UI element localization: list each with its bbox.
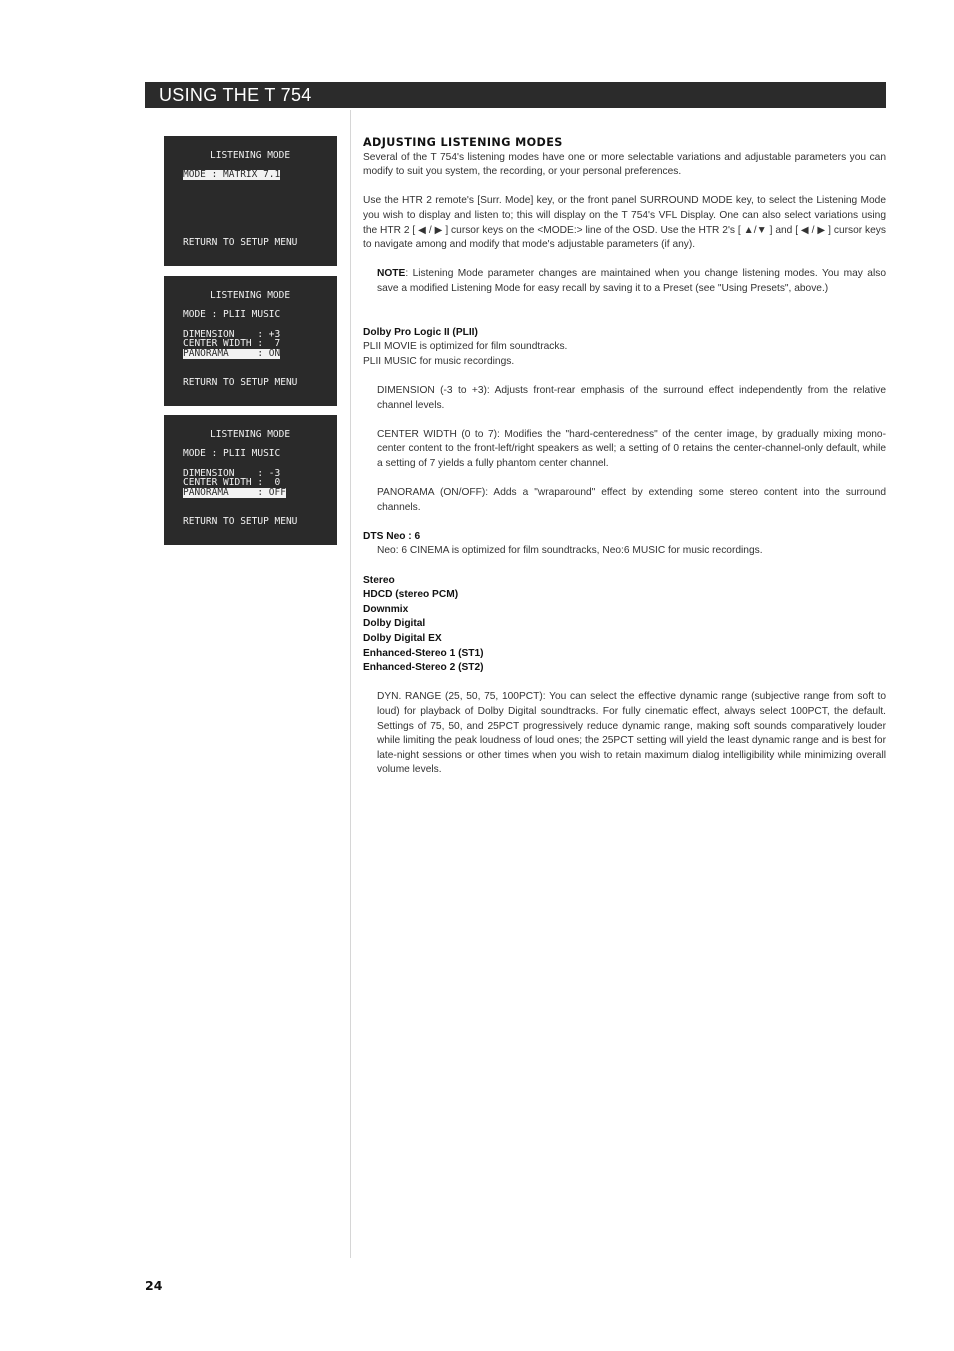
- mode-list-item: Enhanced-Stereo 2 (ST2): [363, 662, 484, 674]
- dyn-range-paragraph: DYN. RANGE (25, 50, 75, 100PCT): You can select the effective dynamic range (subjective range from soft to loud) for playback of Dolby Digital soundtracks. For fully cinematic effect, always select 100PCT, the default. Settings of 75, 50, and 25PCT progressively reduce dynamic range, making soft sounds comparatively louder while limiting the peak loudness of loud ones; the 25PCT setting will yield the least dynamic range and is best for late-night sessions or other times when you wish to retain maximum dialog intelligibility while minimizing overall volume levels.: [377, 691, 886, 776]
- osd-screen-plii-off: [164, 415, 337, 545]
- osd-screen-plii-on: [164, 276, 337, 406]
- osd-footer: RETURN TO SETUP MENU: [183, 237, 298, 248]
- mode-list-item: Enhanced-Stereo 1 (ST1): [363, 647, 484, 659]
- page-number: 24: [145, 1278, 163, 1293]
- osd-param-panorama: PANORAMA : ON: [183, 348, 281, 359]
- osd-param-center-width: CENTER WIDTH : 0: [183, 477, 281, 488]
- column-divider: [350, 110, 351, 1258]
- osd-mode-line: MODE : PLII MUSIC: [183, 309, 281, 320]
- osd-title: LISTENING MODE: [210, 290, 291, 301]
- osd-mode-line: MODE : PLII MUSIC: [183, 448, 281, 459]
- osd-param-dimension: DIMENSION : +3: [183, 329, 281, 340]
- plii-music-text: PLII MUSIC for music recordings.: [363, 355, 515, 367]
- mode-list-item: Downmix: [363, 603, 409, 615]
- plii-movie-text: PLII MOVIE is optimized for film soundtracks.: [363, 341, 568, 353]
- osd-param-center-width: CENTER WIDTH : 7: [183, 338, 281, 349]
- osd-mode-line: MODE : MATRIX 7.1: [183, 169, 281, 180]
- mode-list-item: Dolby Digital EX: [363, 633, 442, 644]
- osd-param-panorama: PANORAMA : OFF: [183, 487, 286, 498]
- main-content: [363, 136, 886, 778]
- section-heading: ADJUSTING LISTENING MODES: [363, 136, 563, 149]
- plii-heading: Dolby Pro Logic II (PLII): [363, 326, 478, 338]
- dimension-paragraph: DIMENSION (-3 to +3): Adjusts front-rear emphasis of the surround effect independently from the relative channel levels.: [377, 384, 886, 411]
- mode-list-item: Dolby Digital: [363, 618, 426, 630]
- dts-heading: DTS Neo : 6: [363, 530, 421, 542]
- section-title: USING THE T 754: [159, 85, 312, 105]
- mode-list-item: Stereo: [363, 574, 395, 586]
- usage-paragraph: Use the HTR 2 remote's [Surr. Mode] key, or the front panel SURROUND MODE key, to select the Listening Mode you wish to display and listen to; this will display on the T 754's VFL Display. One can also select variations using the HTR 2 [ ◀ / ▶ ] cursor keys on the <MODE:> line of the OSD. Use the HTR 2's [ ▲/▼ ] and [ ◀ / ▶ ] cursor keys to navigate among and modify that mode's adjustable parameters (if any).: [363, 195, 886, 251]
- center-width-paragraph: CENTER WIDTH (0 to 7): Modifies the "hard-centeredness" of the center image, by gradually mixing mono-center content to the front-left/right speakers as well; a setting of 0 retains the center-channel-only default, while a setting of 7 yields a fully phantom center channel.: [377, 428, 886, 469]
- section-header-bar: [145, 82, 886, 108]
- osd-param-dimension: DIMENSION : -3: [183, 468, 281, 479]
- dts-text: Neo: 6 CINEMA is optimized for film soundtracks, Neo:6 MUSIC for music recordings.: [377, 545, 763, 557]
- osd-footer: RETURN TO SETUP MENU: [183, 516, 298, 527]
- note-paragraph: [363, 267, 886, 296]
- osd-title: LISTENING MODE: [210, 429, 291, 440]
- mode-list-item: HDCD (stereo PCM): [363, 589, 459, 601]
- note-text: : Listening Mode parameter changes are maintained when you change listening modes. You may also save a modified Listening Mode for easy recall by saving it to a Preset (see "Using Presets", above.): [377, 268, 886, 294]
- panorama-paragraph: PANORAMA (ON/OFF): Adds a "wraparound" effect by extending some stereo content into the surround channels.: [377, 487, 886, 513]
- note-label: NOTE: [377, 268, 406, 280]
- osd-screen-matrix: [164, 136, 337, 266]
- osd-title: LISTENING MODE: [210, 150, 291, 161]
- osd-footer: RETURN TO SETUP MENU: [183, 377, 298, 388]
- intro-paragraph: Several of the T 754's listening modes have one or more selectable variations and adjustable parameters you can modify to suit you system, the recording, or your personal preferences.: [363, 151, 886, 178]
